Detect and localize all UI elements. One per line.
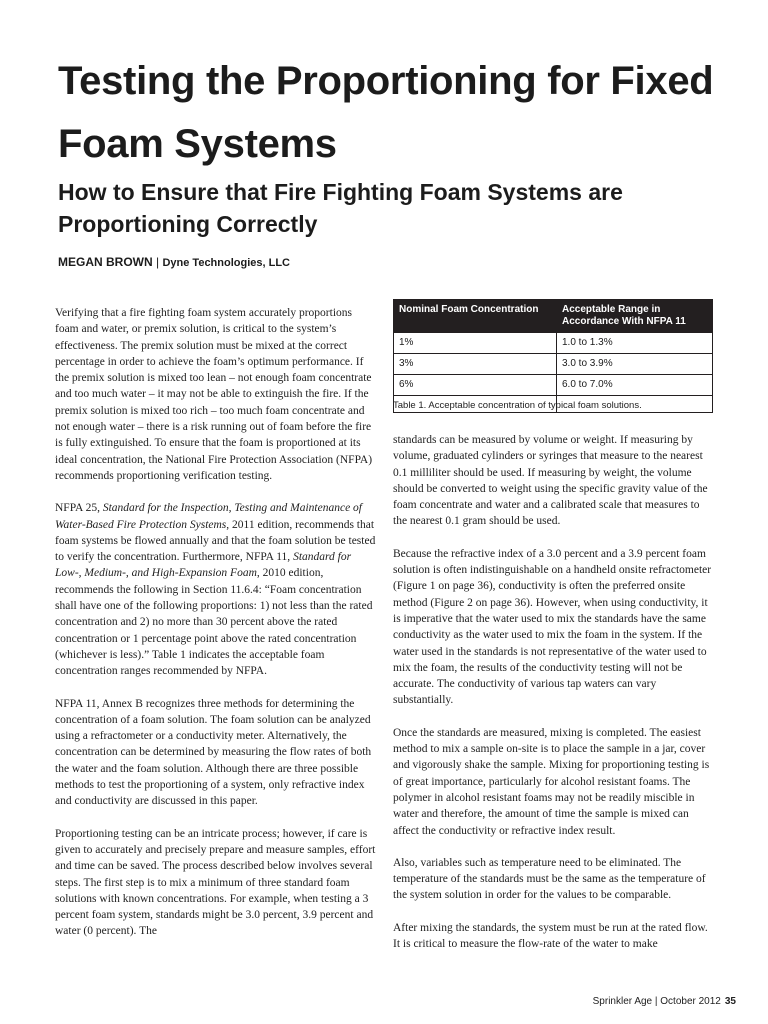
table-row xyxy=(394,354,713,375)
author-name: MEGAN BROWN xyxy=(58,255,153,269)
byline-separator: | xyxy=(152,255,163,269)
paragraph: Verifying that a fire fighting foam system accurately proportions foam and water, or premix solution, is critical to the system’s effectiveness. The premix solution must be mixed at the correct percentage in order to achieve the foam’s optimum performance. If the premix solution is mixed too lean – not enough foam concentrate and too much water – it may not be able to extinguish the fire. If the premix solution is mixed too rich – too much foam concentrate and not enough water – there is a risk running out of foam before the fire is fully extinguished. To ensure that the foam is proportioned at its ideal concentration, the National Fire Protection Association (NFPA) recommends proportioning verification testing. xyxy=(55,307,373,482)
left-column xyxy=(55,305,377,956)
table-header-cell: Acceptable Range in Accordance With NFPA 11 xyxy=(557,300,713,333)
paragraph: Once the standards are measured, mixing is completed. The easiest method to mix a sample on-site is to place the sample in a jar, cover and vigorously shake the sample. Mixing for proportioning testing is of great importance, particularly for alcohol resistant foams. The polymer in alcohol resistant foams may not be readily miscible in water and therefore, the amount of time the sample is mixed can affect the conductivity or refractive index result. xyxy=(393,726,710,837)
text-run: NFPA 25, xyxy=(55,502,103,515)
article-subtitle: How to Ensure that Fire Fighting Foam Systems are Proportioning Correctly xyxy=(58,179,623,237)
table-cell: 6.0 to 7.0% xyxy=(557,375,713,396)
text-run: , 2011 edition, recommends that foam systems be flowed annually and that the foam solution be tested to verify the concentration. Furthermore, NFPA 11, xyxy=(55,518,376,564)
paragraph: NFPA 11, Annex B recognizes three methods for determining the concentration of a foam solution. The foam solution can be analyzed using a refractometer or a conductivity meter. Alternatively, the concentration can be determined by measuring the flow rates of both the water and the foam solution. Although there are three possible methods to test the proportioning of a system, only refractive index and conductivity are discussed in this paper. xyxy=(55,697,372,808)
paragraph: standards can be measured by volume or weight. If measuring by volume, graduated cylinders or syringes that measure to the nearest 0.1 milliliter should be used. If measuring by weight, the volume should be converted to weight using the specific gravity value of the foam concentrate and water and a calibrated scale that measures to the nearest 0.1 gram should be used. xyxy=(393,434,708,528)
foam-concentration-table xyxy=(393,299,713,413)
page-footer xyxy=(593,996,736,1007)
paragraph: Because the refractive index of a 3.0 percent and a 3.9 percent foam solution is often indistinguishable on a handheld onsite refractometer (Figure 1 on page 36), conductivity is often the preferred onsite method (Figure 2 on page 36). However, when using conductivity, it is imperative that the water used to mix the standards have the same conductivity as the water used to mix the foam in the system. If the water used in the standards is not representative of the water used to mix the foam, the results of the conductivity testing will not be accurate. The conductivity of various tap waters can vary substantially. xyxy=(393,547,712,707)
paragraph: After mixing the standards, the system must be run at the rated flow. It is critical to measure the flow-rate of the water to make xyxy=(393,921,708,951)
paragraph: Proportioning testing can be an intricate process; however, if care is given to accurately and precisely prepare and measure samples, effort and time can be saved. The process described below involves several steps. The first step is to mix a minimum of three standard foam solutions with known concentrations. For example, when testing a 3 percent foam system, standards might be 3.0 percent, 3.9 percent and water (0 percent). The xyxy=(55,827,376,938)
table-cell: 1% xyxy=(394,333,557,354)
table-caption: Table 1. Acceptable concentration of typical foam solutions. xyxy=(393,400,642,411)
table-row xyxy=(394,333,713,354)
paragraph: Also, variables such as temperature need to be eliminated. The temperature of the standards must be the same as the temperature of the system solution in order for the values to be comparable. xyxy=(393,856,706,902)
page-number: 35 xyxy=(724,996,736,1007)
article-title: Testing the Proportioning for Fixed Foam Systems xyxy=(58,59,714,166)
table-cell: 1.0 to 1.3% xyxy=(557,333,713,354)
table-cell: 3% xyxy=(394,354,557,375)
author-affiliation: Dyne Technologies, LLC xyxy=(162,257,290,269)
paragraph xyxy=(55,500,377,679)
publication-info: Sprinkler Age | October 2012 xyxy=(592,996,721,1007)
standard-title: Standard for Low-, Medium-, and High-Expansion Foam xyxy=(55,551,352,580)
text-run: , 2010 edition, recommends the following in Section 11.6.4: “Foam concentration shall have one of the following proportions: 1) not less than the rated concentration and 2) no more than 30 percent above the rated concentration or 1 percentage point above the rated concentration (whichever is less).” Table 1 indicates the acceptable foam concentration ranges recommended by NFPA. xyxy=(55,567,373,678)
right-column xyxy=(393,432,715,968)
table-cell: 6% xyxy=(394,375,557,396)
table-header-cell: Nominal Foam Concentration xyxy=(394,300,557,333)
table-header-row xyxy=(394,300,713,333)
table-cell: 3.0 to 3.9% xyxy=(557,354,713,375)
standard-title: Standard for the Inspection, Testing and Maintenance of Water-Based Fire Protection Systems xyxy=(55,502,362,531)
table-row xyxy=(394,375,713,396)
byline xyxy=(58,255,290,269)
